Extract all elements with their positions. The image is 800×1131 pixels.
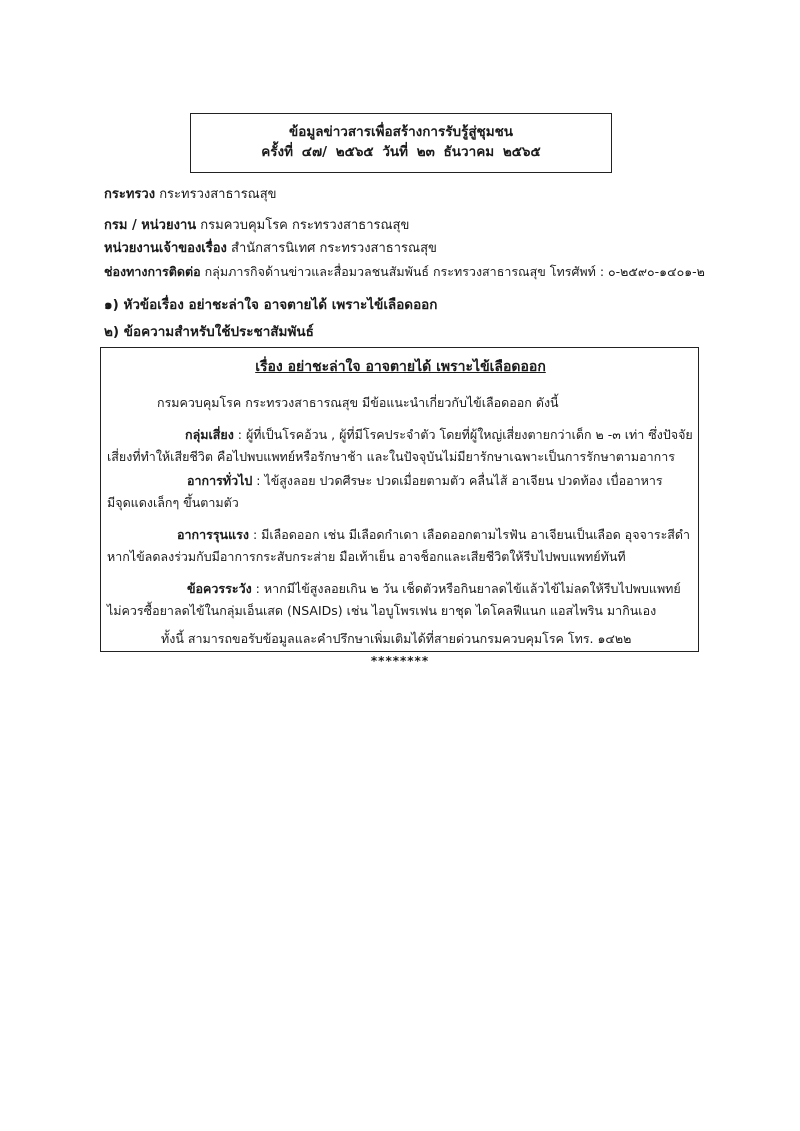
closing-line: ทั้งนี้ สามารถขอรับข้อมูลและคำปรึกษาเพิ่มเติมได้ที่สายด่วนกรมควบคุมโรค โทร. ๑๔๒๒ [161, 631, 632, 646]
department-label: กรม / หน่วยงาน [104, 218, 197, 233]
owner-value: สำนักสารนิเทศ กระทรวงสาธารณสุข [231, 241, 437, 256]
message-title: เรื่อง อย่าชะล่าใจ อาจตายได้ เพราะไข้เลือดออก [255, 359, 546, 375]
contact-label: ช่องทางการติดต่อ [104, 264, 201, 279]
risk-line-1 [185, 426, 693, 444]
ministry-row [104, 186, 277, 204]
severe-label: อาการรุนแรง [177, 527, 249, 542]
section-topic: ๑) หัวข้อเรื่อง อย่าชะล่าใจ อาจตายได้ เพราะไข้เลือดออก [104, 297, 438, 313]
severe-line-2: หากไข้ลดลงร่วมกับมีอาการกระสับกระส่าย มือเท้าเย็น อาจช็อกและเสียชีวิตให้รีบไปพบแพทย์ทันที [107, 549, 626, 564]
caution-line-1 [187, 580, 681, 598]
general-line-1 [187, 472, 663, 490]
caution-label: ข้อควรระวัง [187, 581, 252, 596]
header-box [190, 113, 612, 173]
risk-label: กลุ่มเสี่ยง [185, 427, 234, 442]
owner-row [104, 240, 437, 258]
contact-row [104, 263, 705, 281]
ministry-label: กระทรวง [104, 187, 156, 202]
header-issue-date: ครั้งที่ ๔๗/ ๒๕๖๕ วันที่ ๒๓ ธันวาคม ๒๕๖๕ [261, 144, 541, 160]
severe-text: : มีเลือดออก เช่น มีเลือดกำเดา เลือดออกตามไรฟัน อาเจียนเป็นเลือด อุจจาระสีดำ [248, 527, 691, 542]
department-row [104, 217, 409, 235]
severe-line-1 [177, 526, 690, 544]
risk-text: : ผู้ที่เป็นโรคอ้วน , ผู้ที่มีโรคประจำตัว โดยที่ผู้ใหญ่เสี่ยงตายกว่าเด็ก ๒ -๓ เท่า ซึ่งปัจจัย [233, 427, 693, 442]
ministry-value: กระทรวงสาธารณสุข [159, 187, 277, 202]
general-label: อาการทั่วไป [187, 473, 253, 488]
end-marker: ******** [370, 654, 430, 668]
caution-line-2: ไม่ควรซื้อยาลดไข้ในกลุ่มเอ็นเสด (NSAIDs) เช่น ไอบูโพรเฟน ยาชุด ไดโคลฟีแนก แอสไพริน มากินเอง [107, 603, 657, 618]
risk-line-2: เสี่ยงที่ทำให้เสียชีวิต คือไปพบแพทย์หรือรักษาช้า และในปัจจุบันไม่มียารักษาเฉพาะเป็นการรักษาตามอาการ [107, 449, 675, 464]
general-text: : ไข้สูงลอย ปวดศีรษะ ปวดเมื่อยตามตัว คลื่นไส้ อาเจียน ปวดท้อง เบื่ออาหาร [252, 473, 663, 488]
department-value: กรมควบคุมโรค กระทรวงสาธารณสุข [200, 218, 410, 233]
section-message: ๒) ข้อความสำหรับใช้ประชาสัมพันธ์ [104, 324, 314, 340]
general-line-2: มีจุดแดงเล็กๆ ขึ้นตามตัว [107, 495, 239, 510]
message-box [100, 347, 699, 652]
owner-label: หน่วยงานเจ้าของเรื่อง [104, 241, 227, 256]
contact-value: กลุ่มภารกิจด้านข่าวและสื่อมวลชนสัมพันธ์ กระทรวงสาธารณสุข โทรศัพท์ : ๐-๒๕๙๐-๑๔๐๑-๒ [204, 264, 705, 279]
caution-text: : หากมีไข้สูงลอยเกิน ๒ วัน เช็ดตัวหรือกินยาลดไข้แล้วไข้ไม่ลดให้รีบไปพบแพทย์ [251, 581, 681, 596]
message-intro: กรมควบคุมโรค กระทรวงสาธารณสุข มีข้อแนะนำเกี่ยวกับไข้เลือดออก ดังนี้ [157, 395, 559, 410]
header-title: ข้อมูลข่าวสารเพื่อสร้างการรับรู้สู่ชุมชน [288, 124, 514, 140]
